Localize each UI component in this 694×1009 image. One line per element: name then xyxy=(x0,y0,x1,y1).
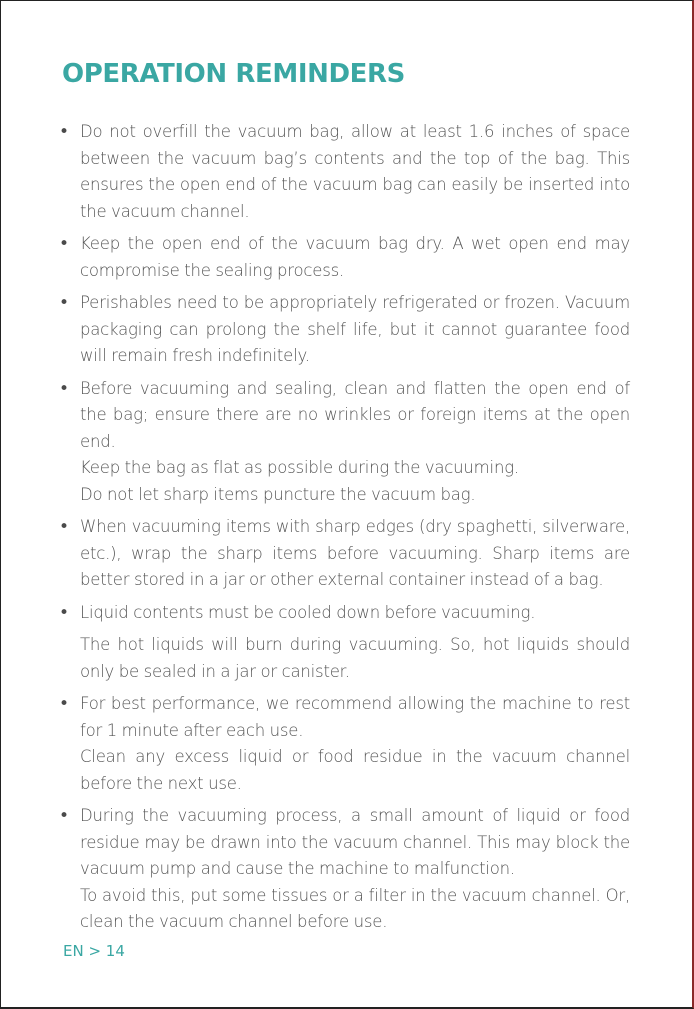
list-item xyxy=(1,600,630,686)
reminder-list xyxy=(1,119,692,942)
list-item xyxy=(1,514,630,594)
item-paragraph: Liquid contents must be cooled down before vacuuming. xyxy=(80,602,536,622)
item-paragraph: Perishables need to be appropriately refrigerated or frozen. Vacuum packaging can prolong the shelf life, but it cannot guarantee food will remain fresh indefinitely. xyxy=(80,293,630,365)
item-paragraph: For best performance, we recommend allowing the machine to rest for 1 minute after each use. xyxy=(80,694,630,740)
item-paragraph: Keep the open end of the vacuum bag dry. A wet open end may compromise the sealing process. xyxy=(80,234,630,280)
item-paragraph: Before vacuuming and sealing, clean and flatten the open end of the bag; ensure there are no wrinkles or foreign items at the open end. xyxy=(80,378,630,451)
item-paragraph: To avoid this, put some tissues or a filter in the vacuum channel. Or, clean the vacuum channel before use. xyxy=(80,885,630,931)
item-paragraph: Do not overfill the vacuum bag, allow at least 1.6 inches of space between the vacuum bag’s contents and the top of the bag. This ensures the open end of the vacuum bag can easily be inserted into the vacuum channel. xyxy=(80,122,630,221)
bullet-icon: • xyxy=(59,517,70,537)
item-paragraph: When vacuuming items with sharp edges (dry spaghetti, silverware, etc.), wrap the sharp items before vacuuming. Sharp items are better stored in a jar or other external container instead of a bag. xyxy=(80,517,630,589)
bullet-icon: • xyxy=(59,694,70,714)
item-paragraph: Keep the bag as flat as possible during the vacuuming. xyxy=(80,458,519,477)
list-item xyxy=(1,231,630,284)
list-item xyxy=(1,691,630,797)
bullet-icon: • xyxy=(59,122,70,142)
bullet-icon: • xyxy=(59,602,70,623)
bullet-icon: • xyxy=(59,378,70,399)
bullet-icon: • xyxy=(59,293,70,313)
bullet-icon: • xyxy=(59,806,70,826)
bullet-icon: • xyxy=(59,234,70,254)
item-paragraph: During the vacuuming process, a small amount of liquid or food residue may be drawn into the vacuum channel. This may block the vacuum pump and cause the machine to malfunction. xyxy=(80,806,630,878)
item-paragraph: Do not let sharp items puncture the vacuum bag. xyxy=(80,484,476,504)
list-item xyxy=(1,290,630,370)
page-title: OPERATION REMINDERS xyxy=(62,59,405,89)
list-item xyxy=(1,119,630,225)
list-item xyxy=(1,376,630,509)
list-item xyxy=(1,803,630,936)
item-paragraph: The hot liquids will burn during vacuuming. So, hot liquids should only be sealed in a jar or canister. xyxy=(80,635,630,681)
page-number: EN > 14 xyxy=(63,942,125,960)
item-paragraph: Clean any excess liquid or food residue in the vacuum channel before the next use. xyxy=(80,747,630,793)
